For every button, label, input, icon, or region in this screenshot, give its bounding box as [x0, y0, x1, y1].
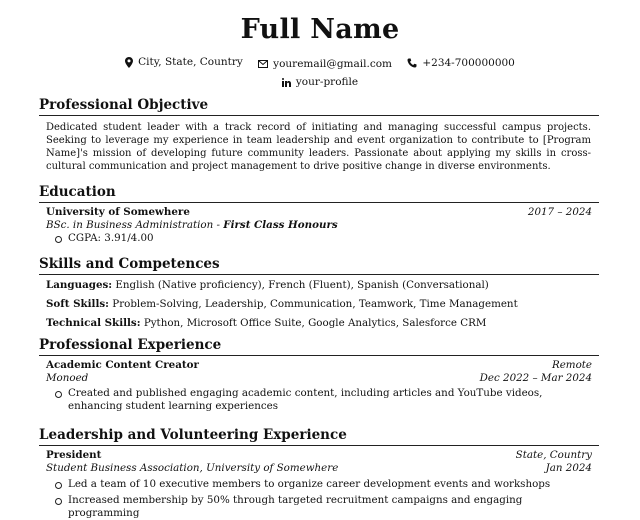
- section-title: Professional Objective: [39, 97, 599, 116]
- skills-section: [39, 256, 599, 330]
- education-section: [39, 184, 599, 245]
- leadership-role: President: [46, 449, 102, 461]
- phone-icon: [407, 58, 417, 68]
- section-title: Professional Experience: [39, 337, 599, 356]
- leadership-bullet: Increased membership by 50% through targeted recruitment campaigns and engaging programming: [61, 494, 592, 520]
- degree-text: [46, 219, 338, 232]
- email-text[interactable]: youremail@gmail.com: [273, 57, 392, 70]
- phone-item[interactable]: [407, 57, 515, 69]
- linkedin-icon: [282, 78, 291, 87]
- linkedin-line[interactable]: [0, 76, 640, 90]
- leadership-org-row: [46, 462, 592, 475]
- education-dates: 2017 – 2024: [527, 206, 592, 218]
- linkedin-text[interactable]: your-profile: [295, 76, 359, 88]
- skill-row: [46, 298, 599, 311]
- experience-org-row: [46, 372, 592, 385]
- skill-value: Python, Microsoft Office Suite, Google Analytics, Salesforce CRM: [143, 317, 487, 329]
- school-name: University of Somewhere: [46, 206, 190, 218]
- skill-label: Technical Skills:: [46, 317, 141, 329]
- resume-name: Full Name: [240, 14, 400, 45]
- education-row: [46, 206, 592, 219]
- experience-role: Academic Content Creator: [46, 359, 199, 371]
- contact-line: [0, 56, 640, 71]
- leadership-bullet: Led a team of 10 executive members to organize career development events and workshops: [61, 478, 592, 491]
- objective-text: Dedicated student leader with a track record of initiating and managing successful campus projects. Seeking to leverage my experience in team leadership and event organization to contribute to [Program Name]'s mission of developing future community leaders. Passionate about applying my skills in cross-cultural communication and project management to drive positive change in diverse environments.: [46, 122, 591, 172]
- skill-label: Soft Skills:: [46, 298, 109, 310]
- leadership-location: State, Country: [515, 449, 592, 461]
- experience-bullet: Created and published engaging academic content, including articles and YouTube videos, enhancing student learning experiences: [61, 387, 592, 413]
- location-item: [125, 56, 243, 68]
- section-title: Education: [39, 184, 599, 203]
- location-text: City, State, Country: [138, 56, 243, 68]
- email-item[interactable]: [258, 58, 392, 70]
- map-pin-icon: [125, 57, 133, 68]
- gpa-bullet: CGPA: 3.91/4.00: [61, 232, 592, 245]
- skill-label: Languages:: [46, 279, 113, 291]
- skill-row: [46, 317, 599, 330]
- objective-section: [39, 97, 599, 173]
- experience-org: Monoed: [46, 372, 89, 384]
- linkedin-item[interactable]: [282, 76, 358, 88]
- leadership-dates: Jan 2024: [545, 462, 592, 474]
- section-title: Leadership and Volunteering Experience: [39, 427, 599, 446]
- leadership-row: [46, 449, 592, 462]
- leadership-org: Student Business Association, University of Somewhere: [46, 462, 339, 474]
- phone-text[interactable]: +234-700000000: [422, 56, 515, 69]
- degree-row: [46, 219, 592, 232]
- section-title: Skills and Competences: [39, 256, 599, 275]
- honours-text: First Class Honours: [223, 219, 338, 231]
- envelope-icon: [258, 60, 268, 68]
- experience-dates: Dec 2022 – Mar 2024: [479, 372, 592, 384]
- experience-row: [46, 359, 592, 372]
- experience-location: Remote: [551, 359, 592, 371]
- leadership-section: [39, 427, 599, 520]
- skill-value: Problem-Solving, Leadership, Communication, Teamwork, Time Management: [112, 298, 518, 310]
- degree-name: BSc. in Business Administration -: [46, 219, 224, 231]
- skill-value: English (Native proficiency), French (Fluent), Spanish (Conversational): [115, 279, 489, 291]
- experience-section: [39, 337, 599, 413]
- skill-row: [46, 279, 599, 292]
